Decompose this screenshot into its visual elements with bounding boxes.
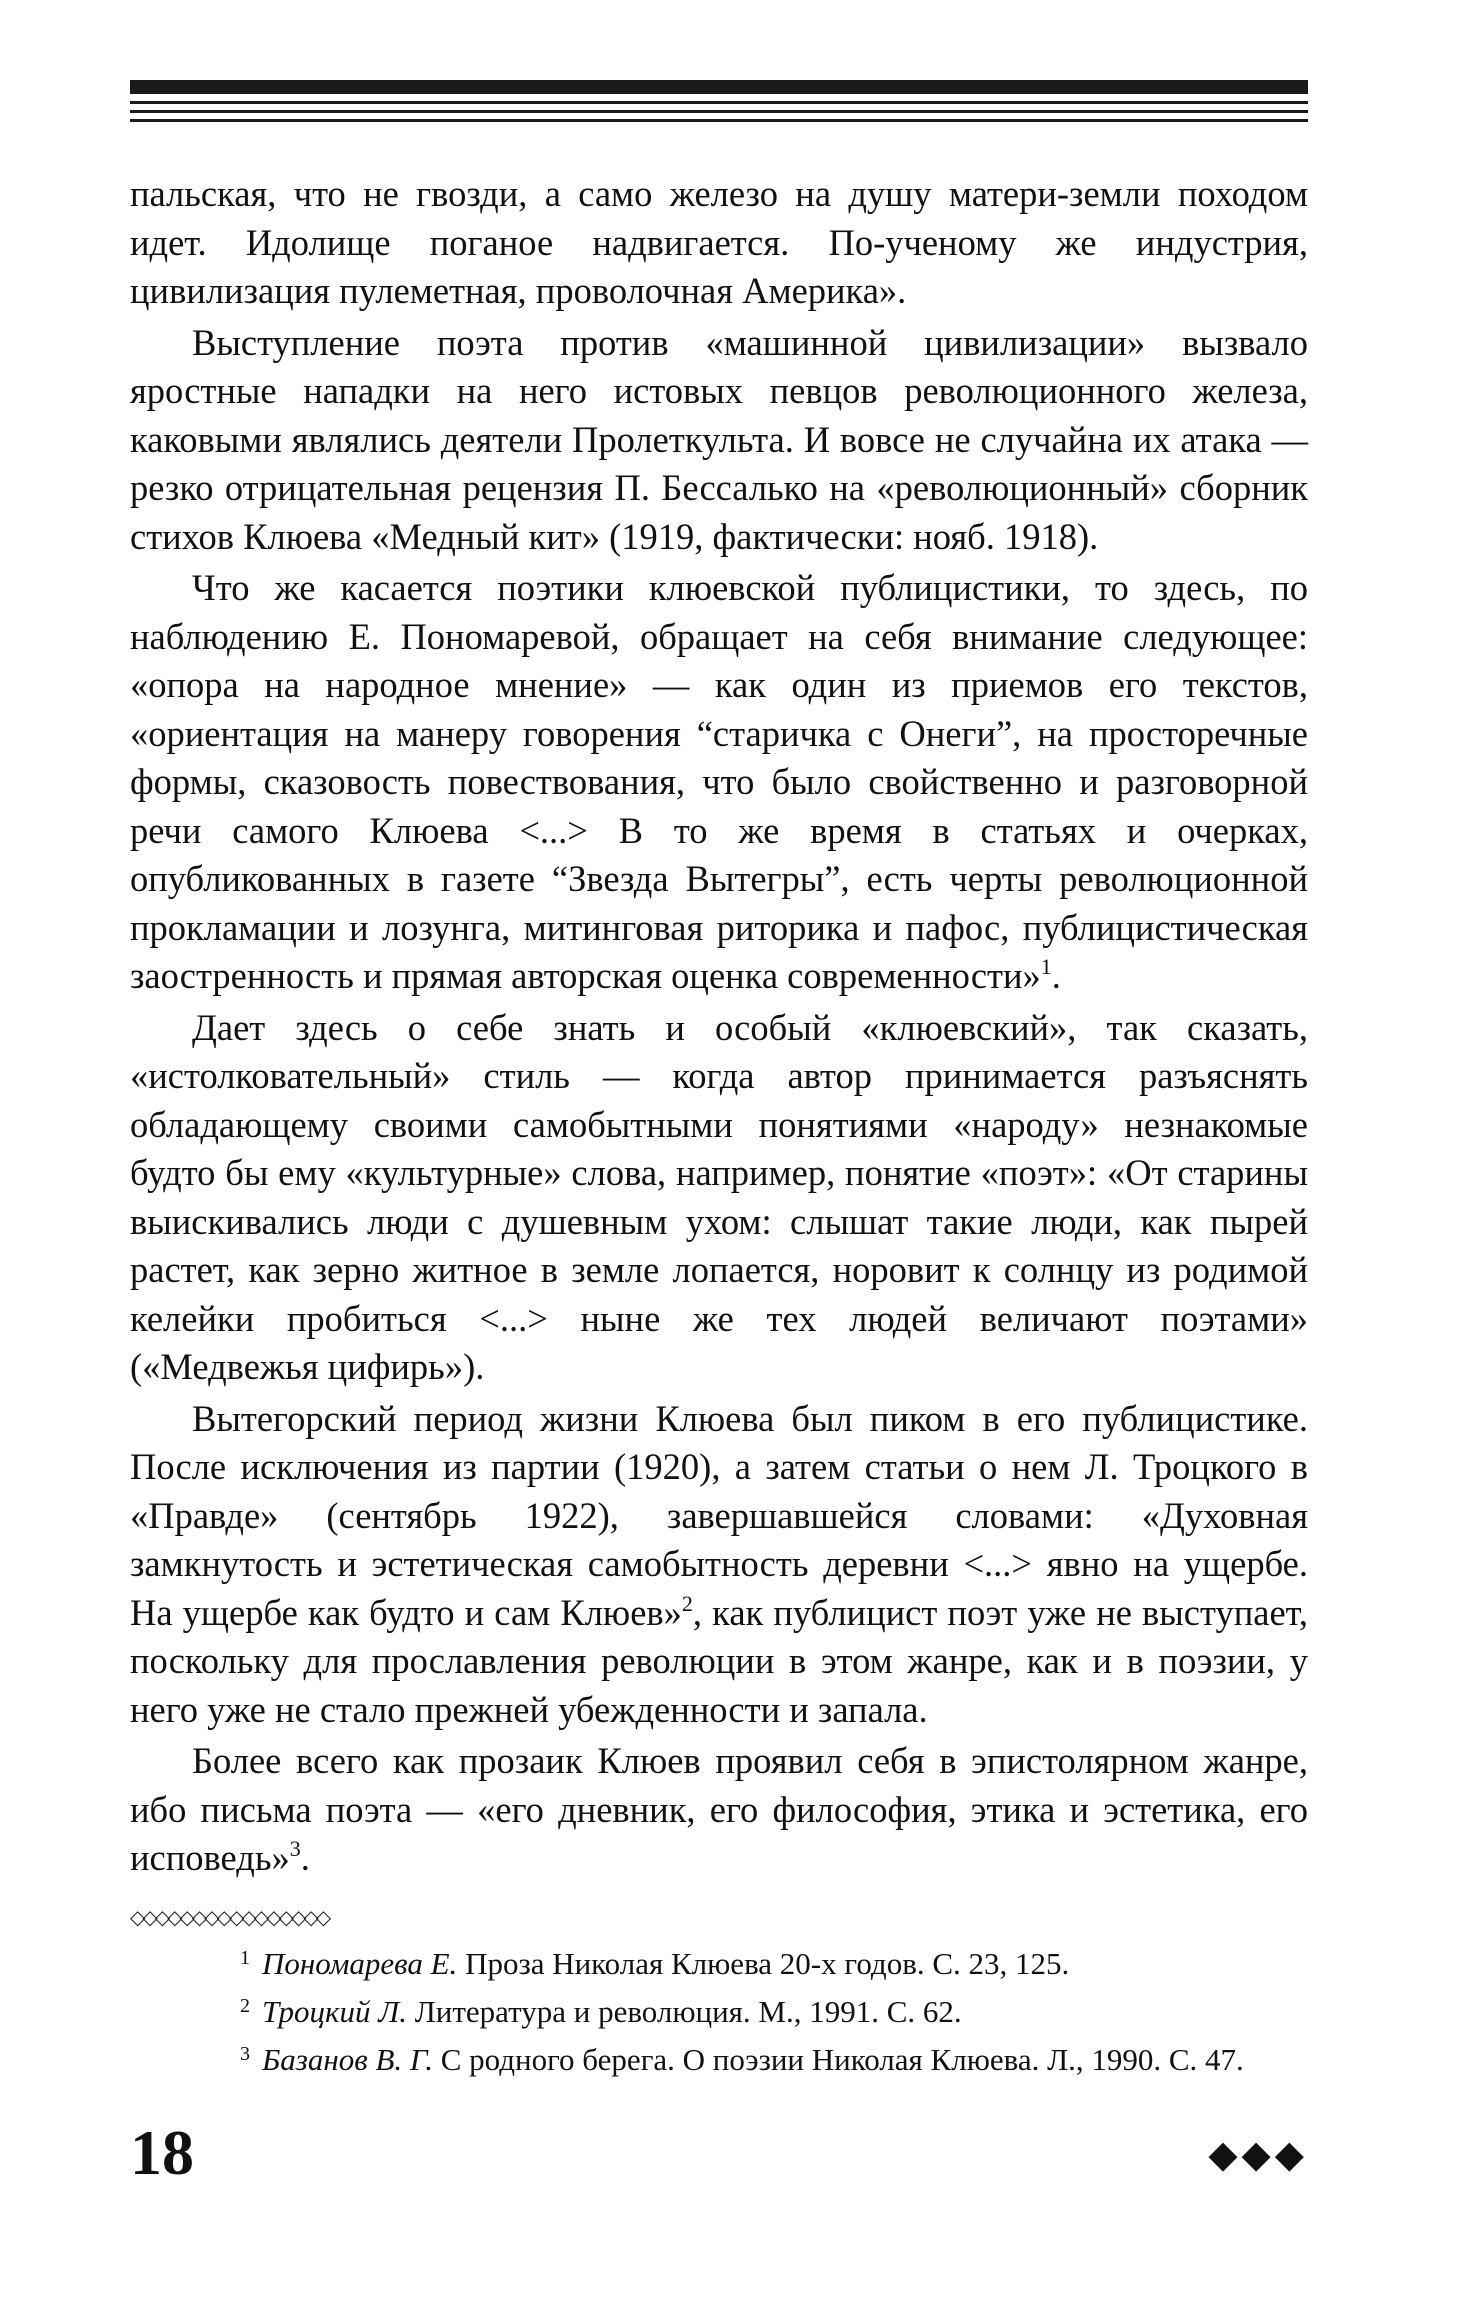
- paragraph: [130, 319, 1308, 562]
- footnote-author: Базанов В. Г.: [262, 2042, 433, 2077]
- footnote-ref: 1: [1040, 954, 1052, 979]
- main-text: [130, 170, 1308, 1886]
- paragraph: [130, 1004, 1308, 1392]
- paragraph: [130, 1737, 1308, 1883]
- footnote-ref: 3: [289, 1836, 301, 1861]
- footnote-text: Проза Николая Клюева 20-х годов. С. 23, 125.: [465, 1946, 1070, 1981]
- footnote-author: Троцкий Л.: [262, 1994, 407, 2029]
- footnote: [130, 1942, 1308, 1985]
- paragraph-text-after: .: [1051, 955, 1061, 996]
- header-rule-thin: [130, 110, 1308, 113]
- footnote-ref: 2: [681, 1590, 693, 1616]
- paragraph-text-after: .: [300, 1837, 310, 1878]
- footnote-number: 3: [240, 2043, 250, 2065]
- paragraph-text: Вытегорский период жизни Клюева был пиком в его публицистике. После исключения из партии (1920), а затем статьи о нем Л. Троцкого в «Правде» (сентябрь 1922), завершавшейся словами: «Духовная замкнутость и эстетическая самобытность деревни <...> явно на ущербе. На ущербе как будто и сам Клюев»: [130, 1397, 1308, 1633]
- paragraph-text: Дает здесь о себе знать и особый «клюевский», так сказать, «истолковательный» стиль — когда автор принимается разъяснять обладающему своими самобытными понятиями «народу» незнакомые будто бы ему «культурные» слова, например, понятие «поэт»: «От старины выискивались люди с душевным ухом: слышат такие люди, как пырей растет, как зерно житное в земле лопается, норовит к солнцу из родимой келейки пробиться <...> ныне же тех людей величают поэтами» («Медвежья цифирь»).: [130, 1006, 1308, 1387]
- diamond-ornament-icon: ◆◆◆: [1208, 2132, 1308, 2176]
- footnote-number: 1: [240, 1947, 250, 1969]
- footnote-text: С родного берега. О поэзии Николая Клюева. Л., 1990. С. 47.: [440, 2042, 1244, 2077]
- paragraph: [130, 170, 1308, 316]
- paragraph-text: Выступление поэта против «машинной цивилизации» вызвало яростные нападки на него истовых певцов революционного железа, каковыми являлись деятели Пролеткульта. И вовсе не случайна их атака — резко отрицательная рецензия П. Бессалько на «революционный» сборник стихов Клюева «Медный кит» (1919, фактически: нояб. 1918).: [130, 321, 1308, 557]
- paragraph-text: Что же касается поэтики клюевской публицистики, то здесь, по наблюдению Е. Пономаревой, обращает на себя внимание следующее: «опора на народное мнение» — как один из приемов его текстов, «ориентация на манеру говорения “старичка с Онеги”, на просторечные формы, сказовость повествования, что было свойственно и разговорной речи самого Клюева <...> В то же время в статьях и очерках, опубликованных в газете “Звезда Вытегры”, есть черты революционной прокламации и лозунга, митинговая риторика и пафос, публицистическая заостренность и прямая авторская оценка современности»: [130, 567, 1308, 996]
- footnote-author: Пономарева Е.: [262, 1946, 458, 1981]
- footnote-text: Литература и революция. М., 1991. С. 62.: [414, 1994, 962, 2029]
- footnote: [130, 2038, 1308, 2081]
- page-number: 18: [130, 2117, 194, 2188]
- paragraph-text: Более всего как прозаик Клюев проявил себя в эпистолярном жанре, ибо письма поэта — «его дневник, его философия, этика и эстетика, его исповедь»: [130, 1740, 1308, 1878]
- header-rule-thin: [130, 101, 1308, 104]
- paragraph: [130, 1395, 1308, 1735]
- paragraph-text-after: , как публицист поэт уже не выступает, поскольку для прославления революции в этом жанре, как и в поэзии, у него уже не стало прежней убежденности и запала.: [130, 1591, 1308, 1730]
- footnote: [130, 1990, 1308, 2033]
- footnote-number: 2: [240, 1995, 250, 2017]
- header-rule-thin: [130, 119, 1308, 122]
- footnotes: [130, 1942, 1308, 2086]
- header-rule-thick: [130, 80, 1308, 94]
- paragraph-text: пальская, что не гвозди, а само железо на душу матери-земли походом идет. Идолище поганое надвигается. По-ученому же индустрия, цивилизация пулеметная, проволочная Америка».: [130, 173, 1308, 311]
- paragraph: [130, 564, 1308, 1001]
- footnote-divider: ◇◇◇◇◇◇◇◇◇◇◇◇◇◇◇◇: [130, 1905, 329, 1929]
